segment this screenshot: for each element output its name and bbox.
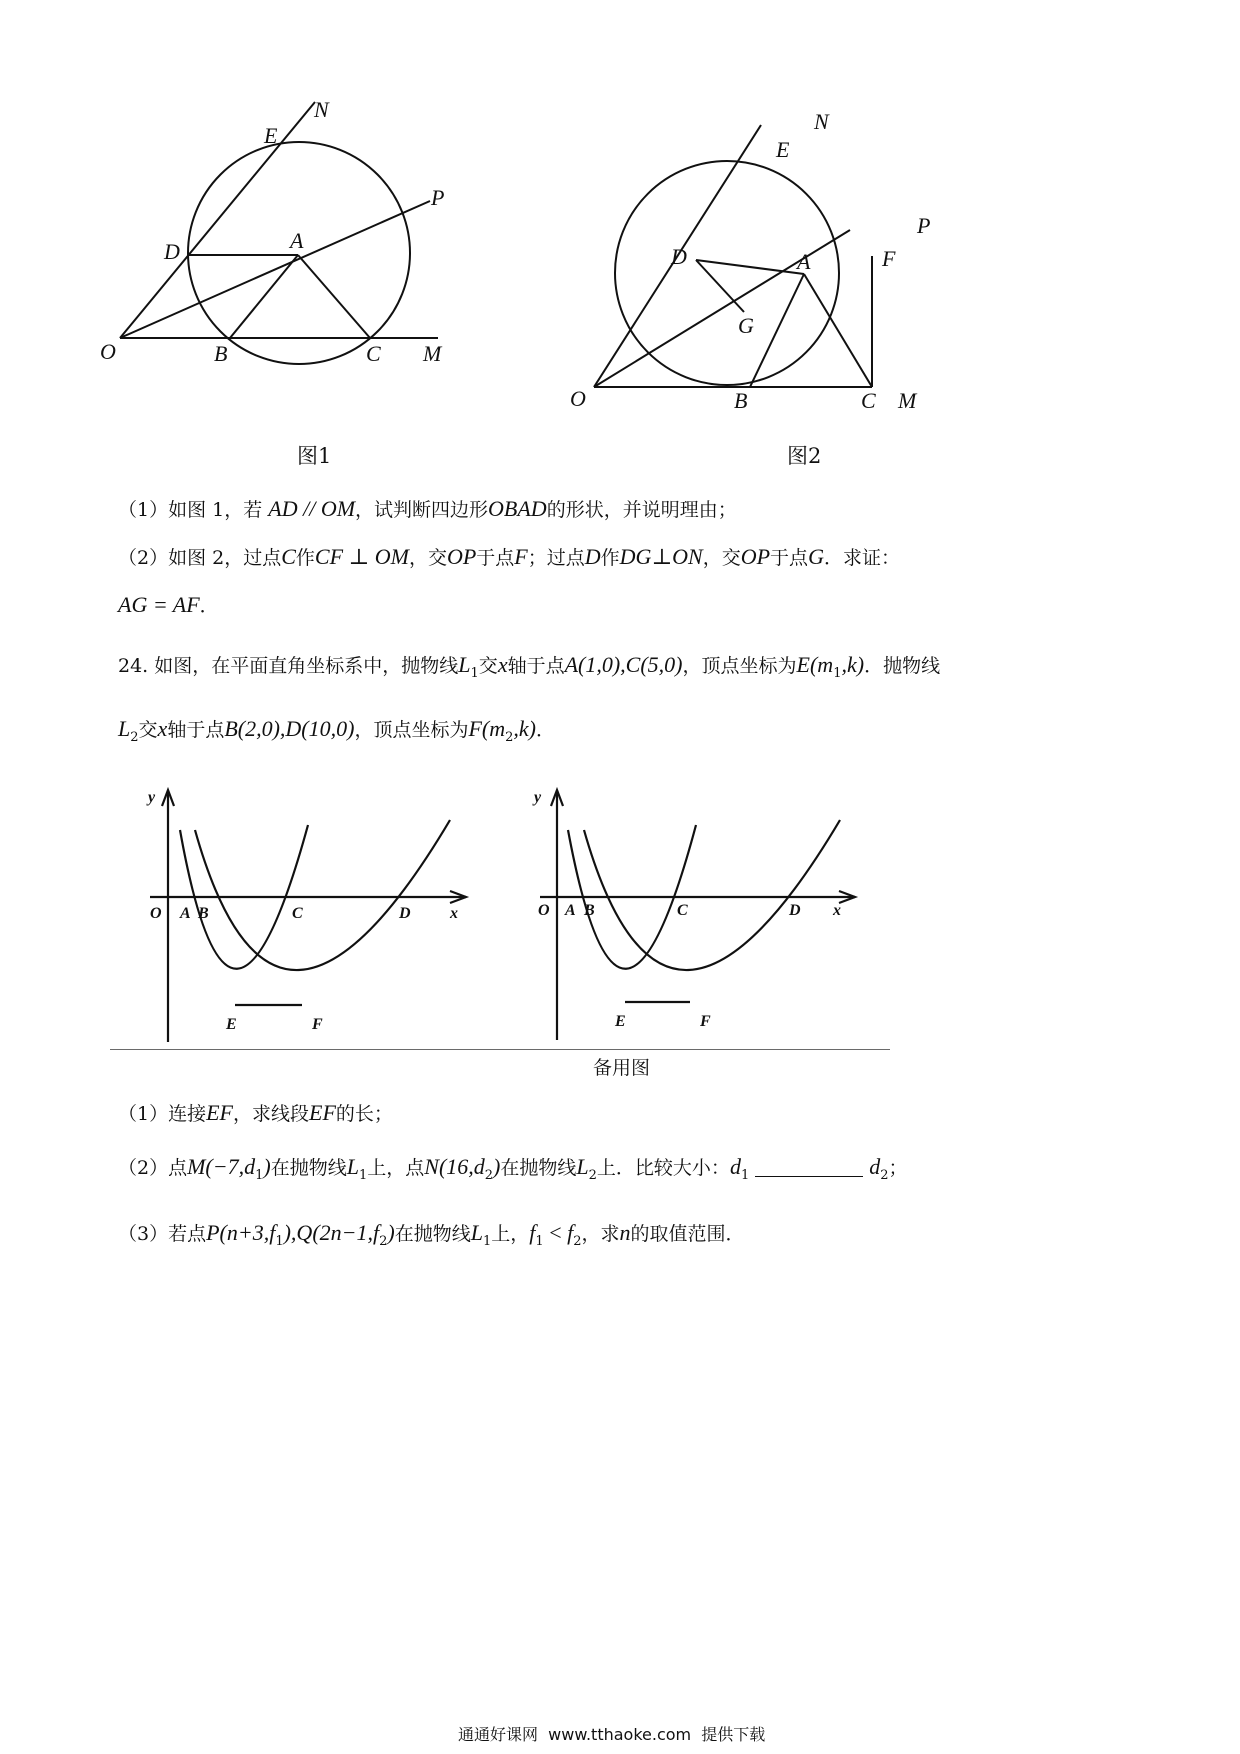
circle-1	[188, 142, 410, 364]
figure-1-caption: 图1	[297, 444, 332, 468]
left-label-x: x	[450, 905, 458, 922]
segment-dg	[696, 260, 744, 312]
ray-op	[594, 230, 850, 387]
footer-source: 通通好课网 www.tthaoke.com 提供下载	[458, 1725, 766, 1744]
q23-part2-conclusion: AG = AF．	[118, 592, 219, 617]
parabola-graphs	[110, 780, 890, 1050]
right-label-b: B	[584, 902, 595, 919]
label-n: N	[814, 109, 829, 134]
label-g: G	[738, 313, 754, 338]
q24-part2: （2）点$M(-7,d_1)$在抛物线$L_1$上，点$N(16,d_2)$在抛物线$L_2$上．比较大小：$d_1$ $d_2$；	[118, 1154, 908, 1183]
label-c: C	[861, 388, 876, 413]
label-c: C	[366, 341, 381, 366]
label-e: E	[776, 137, 790, 162]
segment-ac	[298, 255, 370, 338]
label-n: N	[314, 97, 329, 122]
right-label-a: A	[565, 902, 576, 919]
left-label-e: E	[226, 1016, 237, 1033]
figure-2-caption: 图2	[787, 444, 822, 468]
left-label-b: B	[198, 905, 209, 922]
q24-part1: （1）连接EF，求线段EF的长；	[118, 1100, 393, 1125]
right-label-o: O	[538, 902, 550, 919]
backup-figure-caption: 备用图	[593, 1057, 651, 1079]
q24-intro-line2: $L_2$交x轴于点B(2,0),D(10,0)，顶点坐标为$F(m_2,k)$．	[118, 716, 556, 745]
left-label-c: C	[292, 905, 303, 922]
q23-part2: （2）如图 2，过点C作CF ⊥ OM，交OP于点F；过点D作DG⊥ON，交OP于点G．求证：	[118, 544, 900, 569]
parabola-l2-right	[584, 820, 840, 970]
right-label-d: D	[789, 902, 801, 919]
left-label-y: y	[148, 789, 156, 806]
right-label-x: x	[833, 902, 841, 919]
ray-on	[120, 102, 315, 338]
figure-1	[100, 95, 500, 415]
label-a: A	[797, 249, 811, 274]
label-p: P	[917, 213, 931, 238]
label-o: O	[100, 339, 116, 364]
label-d: D	[671, 244, 687, 269]
left-label-a: A	[180, 905, 191, 922]
ray-op	[120, 201, 430, 338]
segment-ab	[750, 274, 804, 387]
right-label-c: C	[677, 902, 688, 919]
q24-intro-line1: 24. 如图，在平面直角坐标系中，抛物线$L_1$交x轴于点A(1,0),C(5,0)，顶点坐标为$E(m_1,k)$．抛物线	[118, 652, 941, 681]
figure-2	[570, 105, 990, 425]
label-d: D	[164, 239, 180, 264]
left-label-f: F	[312, 1016, 323, 1033]
right-label-e: E	[615, 1013, 626, 1030]
left-label-d: D	[399, 905, 411, 922]
label-a: A	[290, 228, 304, 253]
label-o: O	[570, 386, 586, 411]
q23-part1: （1）如图 1，若 AD // OM，试判断四边形OBAD的形状，并说明理由；	[118, 496, 737, 521]
label-p: P	[431, 185, 445, 210]
parabola-l2-left	[195, 820, 450, 970]
left-label-o: O	[150, 905, 162, 922]
segment-ab	[230, 255, 298, 338]
label-m: M	[423, 341, 442, 366]
right-label-y: y	[534, 789, 542, 806]
answer-blank	[755, 1158, 863, 1177]
label-b: B	[214, 341, 228, 366]
label-m: M	[898, 388, 917, 413]
right-label-f: F	[700, 1013, 711, 1030]
q24-part3: （3）若点$P(n+3,f_1),Q(2n-1,f_2)$在抛物线$L_1$上，$f_1 < f_2$，求n的取值范围．	[118, 1220, 745, 1249]
label-b: B	[734, 388, 748, 413]
label-e: E	[264, 123, 278, 148]
label-f: F	[882, 246, 896, 271]
